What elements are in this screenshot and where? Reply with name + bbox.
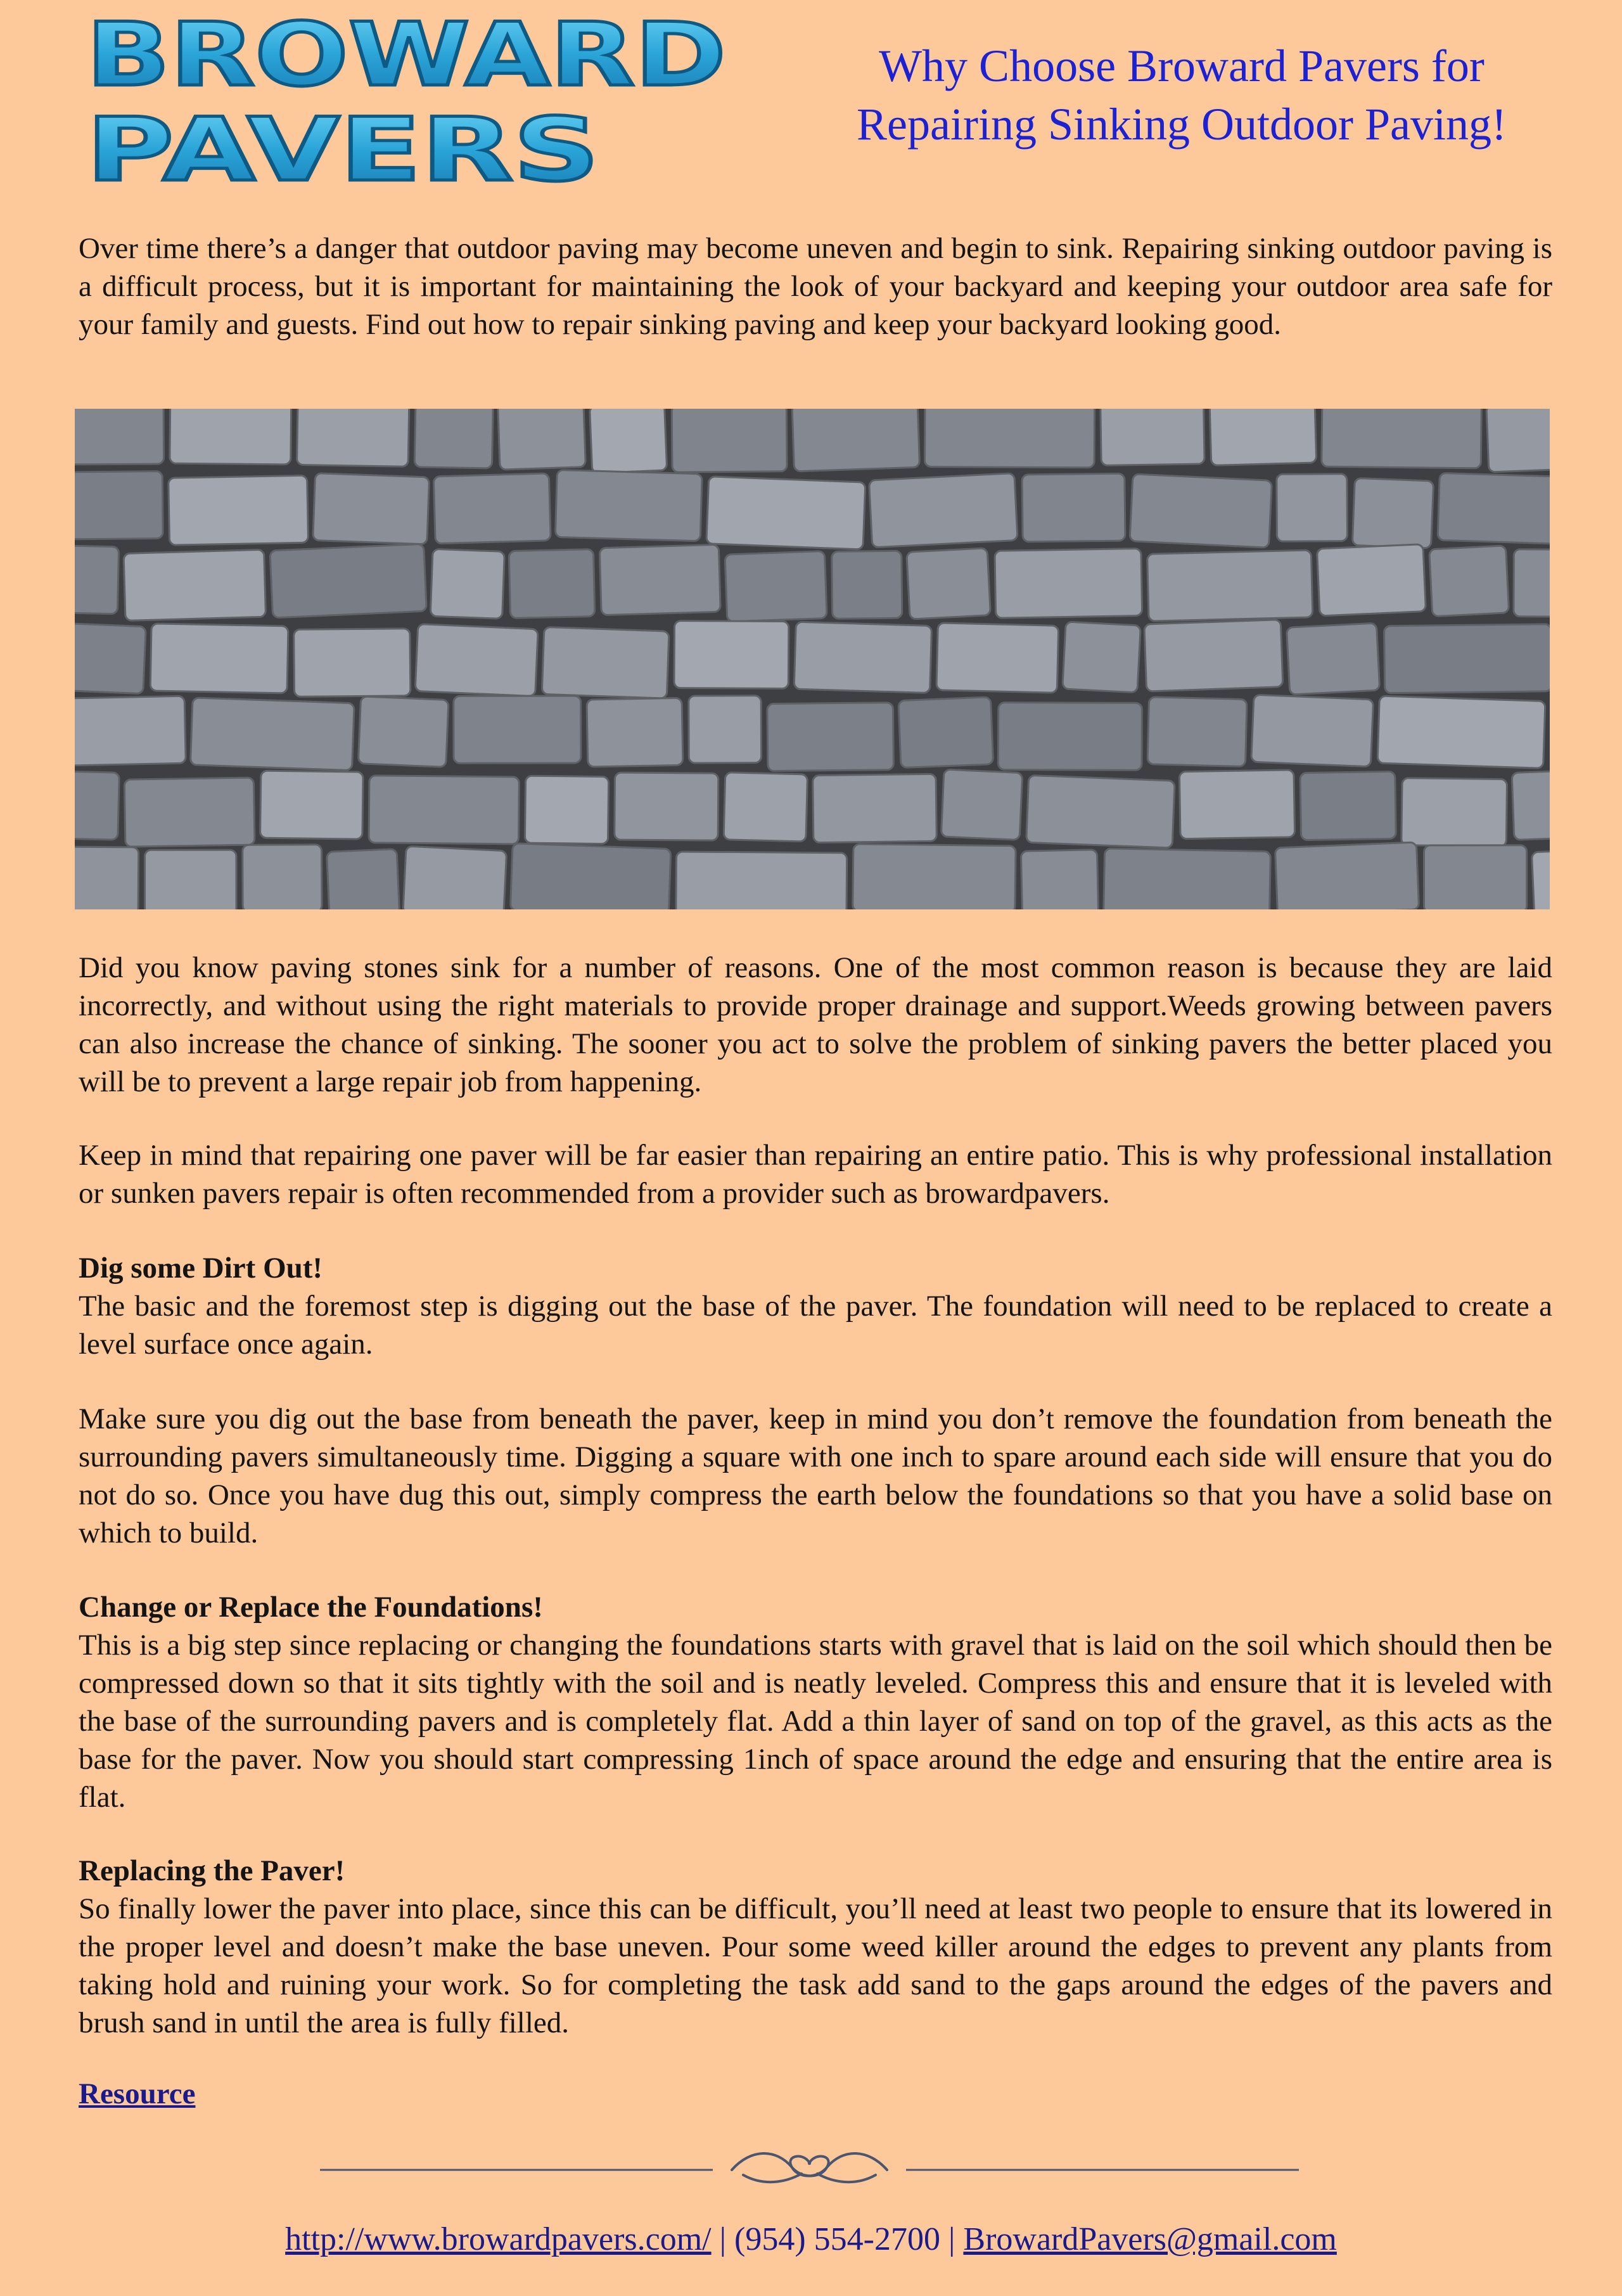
paver-stone xyxy=(792,409,920,471)
separator: | xyxy=(711,2221,735,2257)
paver-stone xyxy=(599,544,720,615)
paver-stone xyxy=(590,409,667,473)
section-body: The basic and the foremost step is digging out the base of the paver. The foundation will need to be replaced to create a level surface once again. xyxy=(79,1290,1552,1361)
paver-stone xyxy=(1251,695,1374,767)
paver-stone xyxy=(1317,544,1426,616)
paver-stone xyxy=(260,771,364,839)
paver-stone xyxy=(170,409,291,465)
paver-stone xyxy=(853,844,1016,909)
paver-stone xyxy=(542,627,669,698)
paver-stone xyxy=(676,852,847,909)
section-dig-dirt xyxy=(79,1249,1552,1363)
page-title: Why Choose Broward Pavers for Repairing Sinking Outdoor Paving! xyxy=(857,41,1507,150)
paver-stone xyxy=(1021,850,1098,909)
paver-stone xyxy=(75,771,119,840)
paver-stone xyxy=(898,697,993,768)
broward-pavers-logo xyxy=(81,14,734,191)
section-body: So finally lower the paver into place, since this can be difficult, you’ll need at least two people to ensure that its lowered in the proper level and doesn’t make the base uneven. Pour some weed killer around the edges to prevent any plants from taking hold and ruining your work. So for completing the task add sand to the gaps around the edges of the pavers and brush sand in until the area is fully filled. xyxy=(79,1892,1552,2039)
paver-stone xyxy=(1322,409,1482,468)
paver-stone xyxy=(75,545,119,614)
paver-stone xyxy=(615,773,718,840)
paragraph-dig-base: Make sure you dig out the base from beneath the paver, keep in mind you don’t remove the foundation from beneath the surrounding pavers simultaneously time. Digging a square with one inch to spare around each side will ensure that you do not do so. Once you have dug this out, simply compress the earth below the foundations so that you have a solid base on which to build. xyxy=(79,1402,1552,1549)
paver-stone xyxy=(1063,622,1141,693)
paver-stone xyxy=(369,776,519,844)
paver-stone xyxy=(510,843,671,909)
paver-stone xyxy=(998,702,1142,770)
paver-stone xyxy=(1514,549,1550,617)
paver-stone xyxy=(124,778,255,847)
paver-stone xyxy=(1277,474,1348,542)
paver-stone xyxy=(689,696,762,764)
paver-stone xyxy=(1130,474,1272,548)
paver-stone xyxy=(144,850,236,909)
section-heading: Dig some Dirt Out! xyxy=(79,1252,323,1285)
paver-stone xyxy=(706,477,865,549)
paver-stone xyxy=(498,409,586,470)
paver-stone xyxy=(1104,849,1271,909)
paver-stone xyxy=(433,473,551,544)
paver-stone xyxy=(169,475,309,545)
intro-paragraph: Over time there’s a danger that outdoor paving may become uneven and begin to sink. Repairing sinking outdoor paving is a difficult process, but it is important for maintaining the look of your backyard and keeping your outdoor area safe for your family and guests. Find out how to repair sinking paving and keep your backyard looking good. xyxy=(79,232,1552,341)
paver-stone xyxy=(1144,620,1283,691)
paver-stone xyxy=(358,696,449,767)
paver-stone xyxy=(1147,697,1247,767)
paver-stone xyxy=(509,549,595,618)
paver-stone xyxy=(1512,768,1550,840)
paver-stone xyxy=(1424,845,1526,909)
paver-stone xyxy=(1179,770,1294,839)
paver-stone xyxy=(869,473,1018,548)
paver-stone xyxy=(327,849,400,909)
paver-stone xyxy=(75,471,163,540)
paver-stone xyxy=(270,544,426,618)
paver-stone xyxy=(813,774,937,842)
paver-stone xyxy=(1352,478,1433,548)
paver-stone xyxy=(1275,842,1419,909)
paver-stone xyxy=(75,847,139,909)
paver-stone xyxy=(1022,473,1125,542)
paver-stone xyxy=(1377,696,1545,768)
paver-stone xyxy=(907,548,991,619)
email-link[interactable]: BrowardPavers@gmail.com xyxy=(963,2221,1337,2257)
phone-number: (954) 554-2700 xyxy=(734,2221,940,2257)
paver-stone xyxy=(832,551,902,619)
paver-stone xyxy=(1210,409,1317,465)
paver-stone xyxy=(124,549,266,620)
paver-stone xyxy=(1287,623,1380,695)
section-heading: Change or Replace the Foundations! xyxy=(79,1591,543,1624)
paver-stone xyxy=(1486,409,1550,472)
paver-stone xyxy=(794,622,931,693)
paver-stone xyxy=(1438,473,1550,544)
website-link[interactable]: http://www.browardpavers.com/ xyxy=(285,2221,712,2257)
paver-stone xyxy=(1384,624,1550,693)
paver-stone xyxy=(1101,409,1205,466)
paver-stone xyxy=(924,409,1094,468)
paver-stone xyxy=(190,698,354,771)
paver-stone xyxy=(936,623,1059,693)
paver-stone xyxy=(297,409,409,466)
paver-stone xyxy=(1300,771,1396,840)
paver-stone xyxy=(1026,775,1175,848)
section-foundations xyxy=(79,1588,1552,1816)
section-heading: Replacing the Paver! xyxy=(79,1854,345,1887)
section-body: This is a big step since replacing or changing the foundations starts with gravel that is laid on the soil which should then be compressed down so that it sits tightly with the soil and is neatly leveled. Compress this and ensure that it is leveled with the base of the surrounding pavers and is completely flat. Add a thin layer of sand on top of the gravel, as this acts as the base for the paver. Now you should start compressing 1inch of space around the edge and ensuring that the entire area is flat. xyxy=(79,1629,1552,1814)
footer-contact xyxy=(0,2219,1622,2260)
paver-stone xyxy=(941,769,1022,840)
paver-stone xyxy=(1429,546,1509,617)
paver-stone xyxy=(555,470,702,541)
paver-stone xyxy=(415,624,538,696)
paragraph-keep-in-mind: Keep in mind that repairing one paver will be far easier than repairing an entire patio. This is why professional installation or sunken pavers repair is often recommended from a provider such as browardpavers. xyxy=(79,1139,1552,1210)
sinking-pavers-photo xyxy=(75,409,1550,909)
paver-stone xyxy=(75,622,146,694)
decorative-divider xyxy=(320,2142,1299,2193)
paver-stone xyxy=(1531,847,1550,909)
paver-stone xyxy=(587,698,683,767)
paver-stone xyxy=(725,551,827,622)
paver-stone xyxy=(243,845,322,909)
paver-stone xyxy=(1402,778,1507,847)
paver-stone xyxy=(294,629,411,697)
logo-line-1: BROWARD xyxy=(86,14,726,106)
paver-stone xyxy=(454,696,581,763)
paver-stone xyxy=(150,624,288,693)
paver-stone xyxy=(724,773,807,842)
paver-stone xyxy=(672,409,787,472)
paver-stone xyxy=(430,549,504,619)
resource-link[interactable]: Resource xyxy=(79,2077,196,2110)
paver-stone xyxy=(1147,550,1313,621)
paver-stone xyxy=(674,621,789,689)
paver-stone xyxy=(525,776,608,844)
paver-stone xyxy=(767,703,894,771)
paver-stone xyxy=(75,696,186,766)
paver-stone xyxy=(313,473,430,544)
section-replacing-paver xyxy=(79,1852,1552,2042)
separator: | xyxy=(940,2221,964,2257)
paragraph-reasons: Did you know paving stones sink for a number of reasons. One of the most common reason is because they are laid incorrectly, and without using the right materials to provide proper drainage and support.Weeds growing between pavers can also increase the chance of sinking. The sooner you act to solve the problem of sinking pavers the better placed you will be to prevent a large repair job from happening. xyxy=(79,951,1552,1098)
paver-stone xyxy=(414,409,493,468)
paver-stone xyxy=(75,409,164,465)
logo-line-2: PAVERS xyxy=(86,99,599,191)
paver-stone xyxy=(403,846,507,909)
paver-stone xyxy=(995,548,1142,618)
